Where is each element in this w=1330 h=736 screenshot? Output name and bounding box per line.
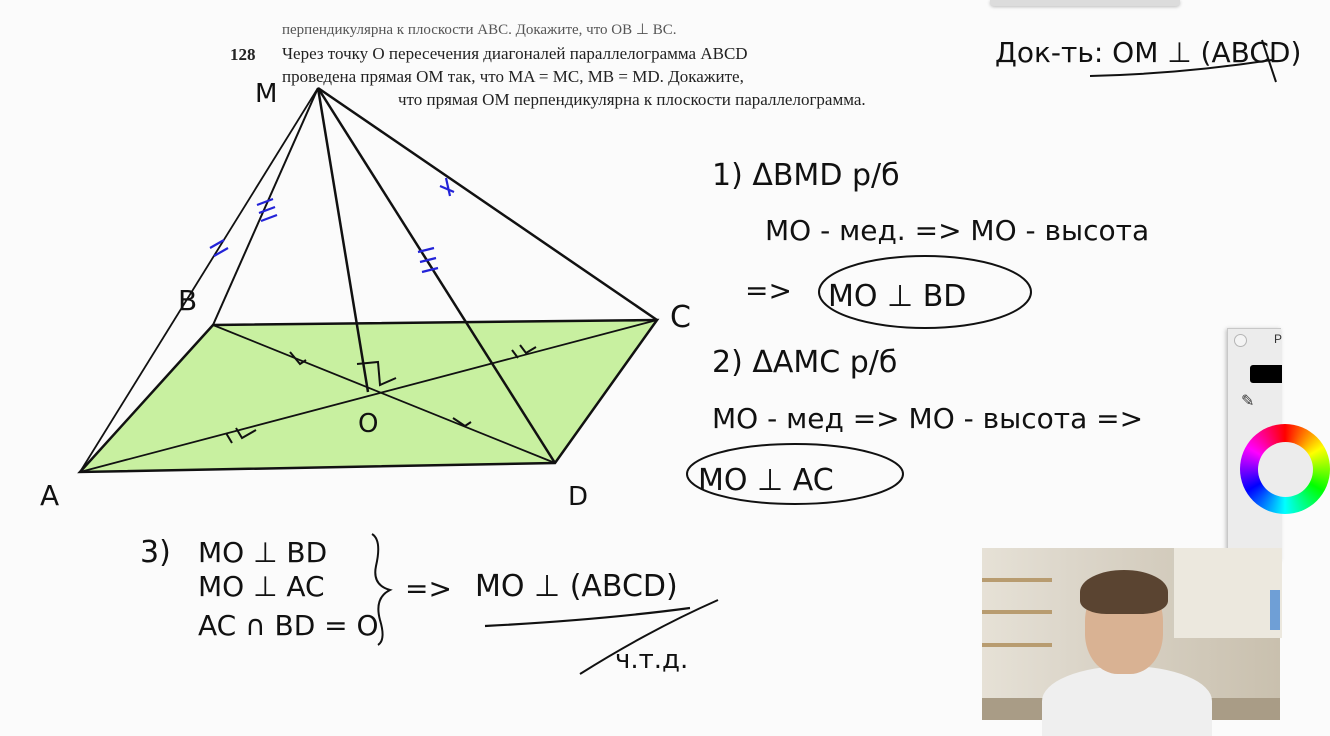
label-a: A xyxy=(40,479,60,512)
label-o: O xyxy=(358,409,379,439)
palette-title: P xyxy=(1274,332,1283,346)
step3-line1: MO ⊥ BD xyxy=(198,536,328,569)
current-color-swatch[interactable] xyxy=(1250,365,1282,383)
label-b: B xyxy=(178,284,198,317)
problem-line-3: что прямая OM перпендикулярна к плоскости параллелограмма. xyxy=(398,90,866,109)
color-wheel-center xyxy=(1258,442,1313,497)
webcam-shelf xyxy=(982,643,1052,647)
equality-marks xyxy=(210,178,454,272)
step2-title: 2) ΔAMC р/б xyxy=(712,345,898,380)
label-c: C xyxy=(670,300,691,335)
proof-goal: Док-ть: OM ⊥ (ABCD) xyxy=(995,36,1302,69)
top-toolbar-edge[interactable] xyxy=(990,0,1180,6)
eyedropper-icon[interactable]: ✎ xyxy=(1241,393,1255,410)
step1-line2: MO - мед. => MO - высота xyxy=(765,214,1150,247)
step3-number: 3) xyxy=(140,535,171,570)
label-d: D xyxy=(568,482,589,512)
webcam-shelf xyxy=(982,610,1052,614)
webcam-object xyxy=(1270,590,1280,630)
problem-line-1: Через точку O пересечения диагоналей параллелограмма ABCD xyxy=(282,44,748,63)
step2-line2: MO - мед => MO - высота => xyxy=(712,402,1144,435)
edge-mb xyxy=(213,88,318,325)
problem-number: 128 xyxy=(230,45,256,64)
webcam-cabinet xyxy=(1172,548,1282,638)
color-palette-panel[interactable] xyxy=(1227,328,1281,560)
edge-mc xyxy=(318,88,657,320)
step1-result: MO ⊥ BD xyxy=(828,279,967,314)
step3-line2: MO ⊥ AC xyxy=(198,570,325,603)
presenter-hair xyxy=(1080,570,1168,614)
webcam-overlay xyxy=(982,548,1280,720)
step3-arrow: => xyxy=(405,572,452,605)
step2-result: MO ⊥ AC xyxy=(698,463,834,498)
qed-text: ч.т.д. xyxy=(615,645,689,675)
step3-line3: AC ∩ BD = O xyxy=(198,609,379,642)
cut-off-text-line: перпендикулярна к плоскости ABC. Докажите, что OB ⊥ BC. xyxy=(282,22,677,38)
webcam-shelf xyxy=(982,578,1052,582)
presenter-body xyxy=(1042,666,1212,736)
step3-underline xyxy=(485,608,690,626)
palette-close-button[interactable] xyxy=(1234,334,1247,347)
step1-arrow: => xyxy=(745,274,792,307)
label-m: M xyxy=(255,79,278,109)
step3-result: MO ⊥ (ABCD) xyxy=(475,569,678,604)
step1-title: 1) ΔBMD р/б xyxy=(712,158,900,193)
problem-line-2: проведена прямая OM так, что MA = MC, MB = MD. Докажите, xyxy=(282,67,744,86)
